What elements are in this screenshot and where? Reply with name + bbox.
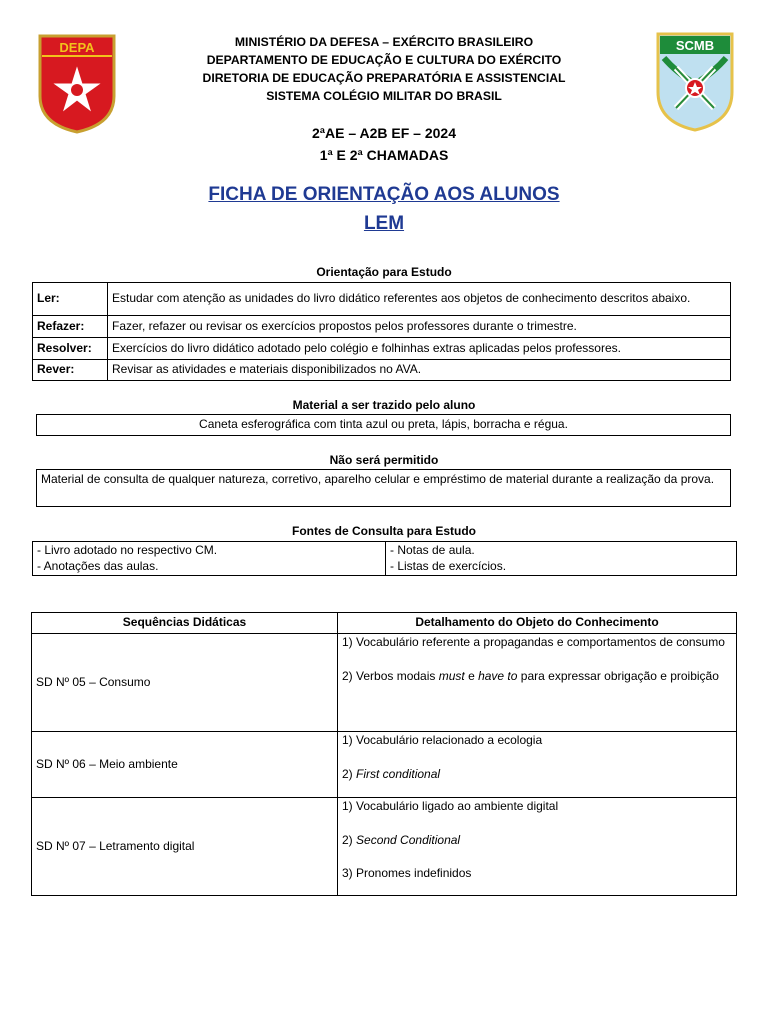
table-row: [33, 542, 737, 576]
sd-name: SD Nº 06 – Meio ambiente: [32, 732, 338, 798]
row-text: Exercícios do livro didático adotado pelo colégio e folhinhas extras aplicadas pelos professores.: [108, 338, 731, 360]
row-label: Rever:: [33, 360, 108, 381]
fontes-right: [386, 542, 737, 576]
detail-item: 1) Vocabulário relacionado a ecologia: [342, 733, 543, 747]
table-row: [33, 360, 731, 381]
detail-item: 3) Pronomes indefinidos: [342, 866, 472, 880]
sequencias-table: [31, 612, 737, 896]
scmb-logo: [656, 32, 734, 132]
row-text: Revisar as atividades e materiais disponibilizados no AVA.: [108, 360, 731, 381]
depa-logo-text: DEPA: [59, 40, 95, 55]
table-row: [32, 634, 737, 732]
detail-item: 2) First conditional: [342, 766, 441, 781]
detail-item: 1) Vocabulário ligado ao ambiente digital: [342, 799, 559, 813]
fontes-right-item: - Listas de exercícios.: [390, 558, 507, 573]
detail-item: 2) Verbos modais must e have to para expressar obrigação e proibição: [342, 668, 719, 683]
fontes-heading: Fontes de Consulta para Estudo: [291, 524, 477, 538]
orientacao-table: [32, 282, 731, 381]
row-text: Fazer, refazer ou revisar os exercícios propostos pelos professores durante o trimestre.: [108, 316, 731, 338]
header-line-1: MINISTÉRIO DA DEFESA – EXÉRCITO BRASILEIRO: [234, 35, 534, 49]
depa-logo: [38, 34, 116, 134]
row-label: Refazer:: [33, 316, 108, 338]
page-subtitle: LEM: [363, 213, 405, 234]
fontes-left: [33, 542, 386, 576]
sd-detail: [338, 634, 737, 732]
detail-item: 1) Vocabulário referente a propagandas e comportamentos de consumo: [342, 635, 725, 649]
table-row: [32, 798, 737, 896]
header-line-4: SISTEMA COLÉGIO MILITAR DO BRASIL: [266, 89, 502, 103]
fontes-left-item: - Livro adotado no respectivo CM.: [37, 543, 218, 557]
header-line-2: DEPARTAMENTO DE EDUCAÇÃO E CULTURA DO EXÉRCITO: [206, 53, 562, 67]
scmb-logo-text: SCMB: [675, 38, 715, 53]
sd-detail: [338, 798, 737, 896]
header-line-3: DIRETORIA DE EDUCAÇÃO PREPARATÓRIA E ASSISTENCIAL: [202, 71, 566, 85]
col-header-sequencias: Sequências Didáticas: [32, 613, 338, 634]
row-text: Estudar com atenção as unidades do livro didático referentes aos objetos de conhecimento descritos abaixo.: [108, 283, 731, 316]
fontes-table: [32, 541, 737, 576]
exam-line-2: 1ª E 2ª CHAMADAS: [319, 147, 449, 163]
col-header-detalhamento: Detalhamento do Objeto do Conhecimento: [338, 613, 737, 634]
material-box: Caneta esferográfica com tinta azul ou preta, lápis, borracha e régua.: [36, 414, 731, 436]
table-row: [33, 283, 731, 316]
row-label: Ler:: [33, 283, 108, 316]
fontes-right-item: - Notas de aula.: [390, 543, 475, 557]
table-row: [33, 316, 731, 338]
material-heading: Material a ser trazido pelo aluno: [292, 398, 476, 412]
detail-item: 2) Second Conditional: [342, 832, 461, 847]
table-row: [33, 338, 731, 360]
nao-permitido-box: Material de consulta de qualquer natureza, corretivo, aparelho celular e empréstimo de material durante a realização da prova.: [36, 469, 731, 507]
fontes-left-item: - Anotações das aulas.: [37, 558, 159, 573]
orientacao-heading: Orientação para Estudo: [316, 265, 452, 279]
sd-name: SD Nº 07 – Letramento digital: [32, 798, 338, 896]
sd-detail: [338, 732, 737, 798]
table-row: [32, 732, 737, 798]
exam-line-1: 2ªAE – A2B EF – 2024: [312, 125, 456, 141]
row-label: Resolver:: [33, 338, 108, 360]
sd-name: SD Nº 05 – Consumo: [32, 634, 338, 732]
table-row: [32, 613, 737, 634]
nao-permitido-heading: Não será permitido: [329, 453, 439, 467]
page-title: FICHA DE ORIENTAÇÃO AOS ALUNOS: [208, 184, 560, 205]
